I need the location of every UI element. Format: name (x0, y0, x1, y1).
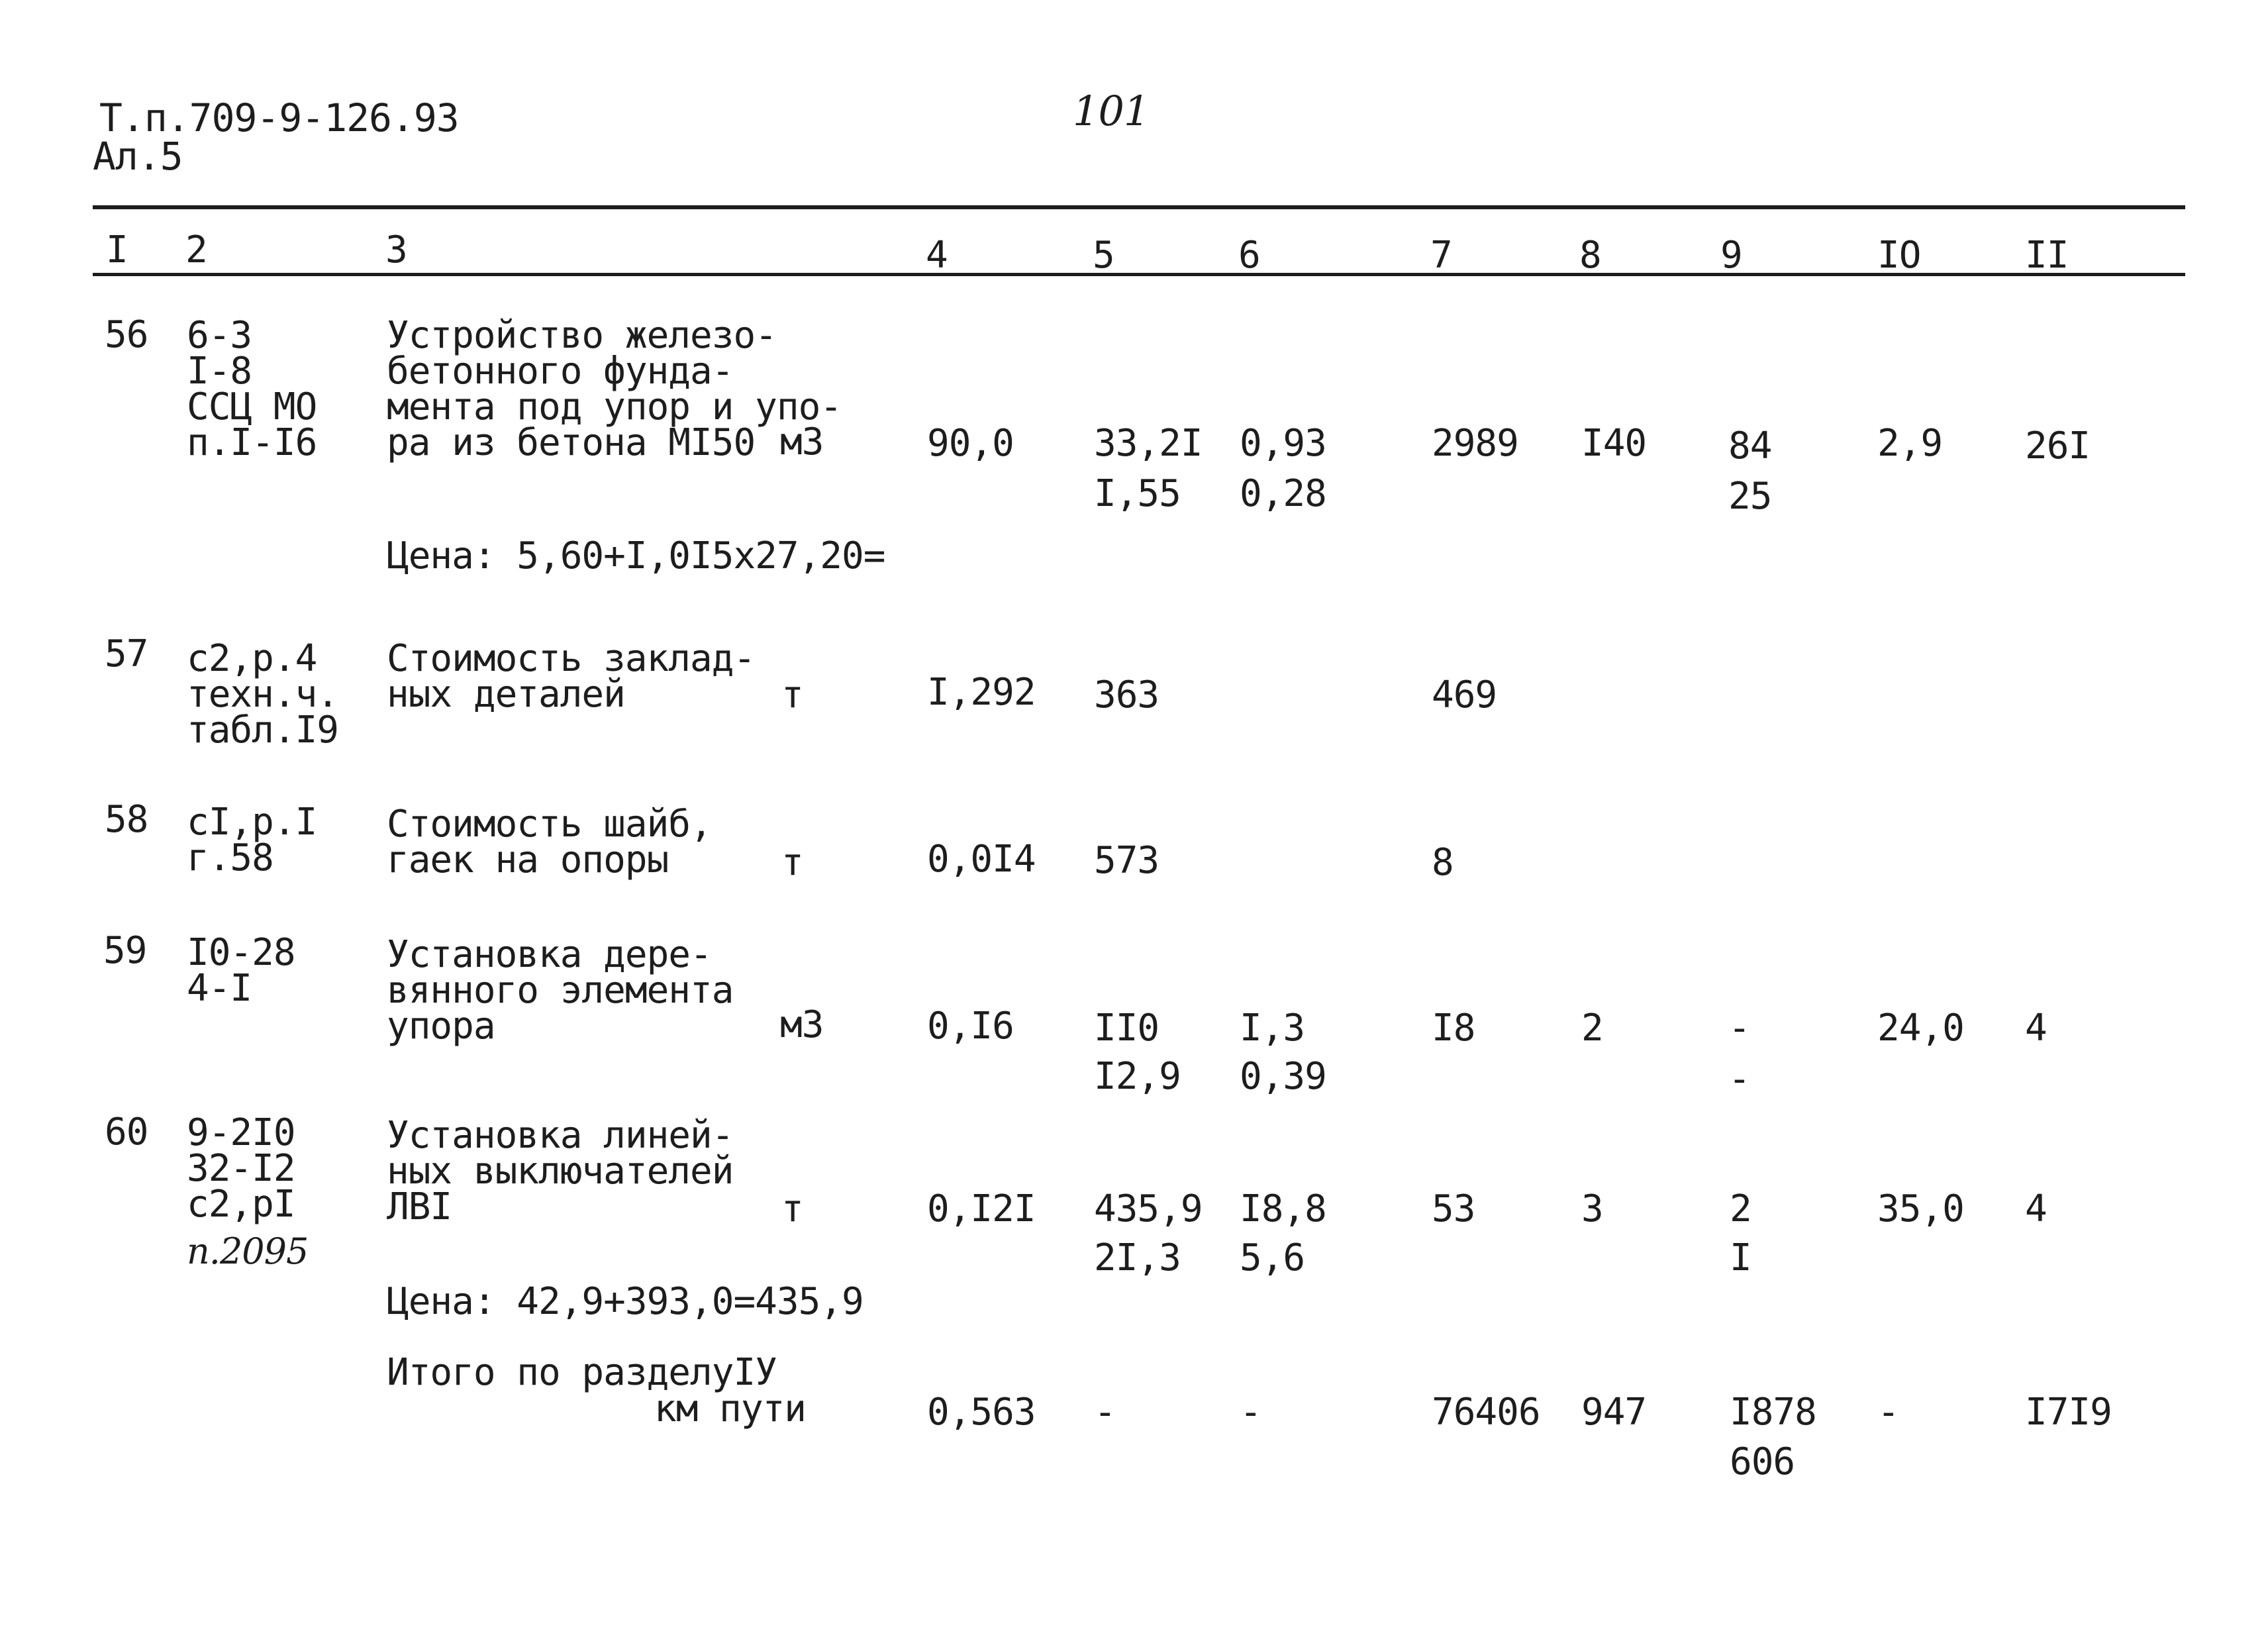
row-quantity: I,292 (927, 671, 1036, 714)
row-number: 57 (105, 632, 148, 675)
row-col6-line1: 0,93 (1240, 422, 1326, 465)
row-col9-line2: - (1728, 1058, 1750, 1101)
row-col7: I8 (1432, 1007, 1475, 1050)
row-description: Устройство железо- бетонного фунда- мента под упор и упо- ра из бетона МI50 (387, 314, 842, 464)
row-col9-line2: I (1730, 1236, 1751, 1279)
row-code-handwritten: п.2095 (187, 1230, 309, 1272)
row-quantity: 0,I6 (927, 1005, 1014, 1048)
row-col7: 8 (1432, 841, 1454, 884)
row-col5-line1: 363 (1094, 673, 1159, 717)
row-quantity: 0,I2I (927, 1187, 1036, 1230)
row-col9-line1: - (1728, 1007, 1750, 1050)
row-col8: 3 (1581, 1187, 1603, 1230)
column-header: 6 (1238, 234, 1260, 277)
column-header: 3 (385, 228, 407, 272)
total-col5: - (1094, 1391, 1116, 1434)
row-col7: 2989 (1432, 422, 1518, 465)
row-quantity: 90,0 (927, 422, 1014, 465)
row-description: Стоимость заклад- ных деталей (387, 637, 756, 716)
total-col7: 76406 (1432, 1391, 1540, 1434)
row-code: I0-28 4-I (187, 931, 295, 1010)
total-col6: - (1240, 1391, 1261, 1434)
row-col10: 24,0 (1877, 1007, 1964, 1050)
total-col8: 947 (1581, 1391, 1647, 1434)
row-col11: 4 (2025, 1187, 2047, 1230)
column-header: IO (1877, 234, 1921, 277)
row-number: 58 (105, 798, 148, 841)
row-col9-line1: 84 (1728, 424, 1772, 468)
row-col6-line2: 5,6 (1240, 1236, 1305, 1279)
row-col9-line2: 25 (1728, 475, 1772, 518)
row-code: 9-2I0 32-I2 с2,рI (187, 1111, 295, 1226)
row-description: Установка линей- ных выключателей ЛВI (387, 1114, 734, 1228)
row-number: 56 (105, 313, 148, 356)
column-header: 2 (185, 228, 207, 272)
row-col5-line1: 573 (1094, 839, 1159, 882)
row-col6-line1: I8,8 (1240, 1187, 1326, 1230)
row-price-note: Цена: 42,9+393,0=435,9 (387, 1280, 863, 1323)
total-col10: - (1877, 1391, 1899, 1434)
row-unit: т (781, 673, 803, 717)
row-col5-line1: 435,9 (1094, 1187, 1203, 1230)
column-header: 8 (1579, 234, 1601, 277)
total-col9-line2: 606 (1730, 1440, 1795, 1483)
row-description: Установка дере- вянного элемента упора (387, 933, 734, 1048)
column-header: II (2025, 234, 2069, 277)
row-description: Стоимость шайб, гаек на опоры (387, 803, 712, 881)
row-code: сI,р.I г.58 (187, 801, 317, 879)
row-col5-line2: I,55 (1094, 472, 1181, 515)
row-col7: 53 (1432, 1187, 1475, 1230)
row-col11: 4 (2025, 1007, 2047, 1050)
column-header: 7 (1430, 234, 1452, 277)
row-number: 60 (105, 1111, 148, 1154)
row-unit: м3 (780, 1003, 824, 1046)
column-header: 9 (1720, 234, 1742, 277)
total-label: Итого по разделуIУ (387, 1351, 777, 1394)
total-quantity: 0,563 (927, 1391, 1036, 1434)
row-col6-line2: 0,39 (1240, 1055, 1326, 1098)
row-col7: 469 (1432, 673, 1497, 717)
document-code: Т.п.709-9-126.93 (99, 95, 459, 140)
row-unit: м3 (780, 421, 824, 464)
row-unit: т (781, 841, 803, 884)
column-header: 5 (1093, 234, 1114, 277)
row-col5-line2: I2,9 (1094, 1055, 1181, 1098)
row-col8: I40 (1581, 422, 1647, 465)
sheet-label: Ал.5 (93, 134, 183, 179)
row-code: с2,р.4 техн.ч. табл.I9 (187, 637, 339, 752)
row-col5-line1: 33,2I (1094, 422, 1203, 465)
row-number: 59 (103, 929, 147, 972)
row-col11: 26I (2025, 424, 2091, 468)
row-col6-line2: 0,28 (1240, 472, 1326, 515)
row-col6-line1: I,3 (1240, 1007, 1305, 1050)
row-col8: 2 (1581, 1007, 1603, 1050)
total-col9-line1: I878 (1730, 1391, 1816, 1434)
header-rule (93, 273, 2185, 276)
row-col5-line2: 2I,3 (1094, 1236, 1181, 1279)
column-header: 4 (926, 234, 948, 277)
row-unit: т (781, 1187, 803, 1230)
row-col10: 2,9 (1877, 422, 1943, 465)
column-header: I (106, 228, 128, 272)
row-quantity: 0,0I4 (927, 838, 1036, 881)
total-col11: I7I9 (2025, 1391, 2112, 1434)
row-col9-line1: 2 (1730, 1187, 1751, 1230)
page-number: 101 (1073, 87, 1150, 135)
row-col10: 35,0 (1877, 1187, 1964, 1230)
row-price-note: Цена: 5,60+I,0I5x27,20= (387, 534, 885, 577)
row-code: 6-3 I-8 ССЦ МО п.I-I6 (187, 314, 317, 464)
top-rule (93, 205, 2185, 209)
row-col5-line1: II0 (1094, 1007, 1159, 1050)
total-unit: км пути (654, 1387, 807, 1430)
